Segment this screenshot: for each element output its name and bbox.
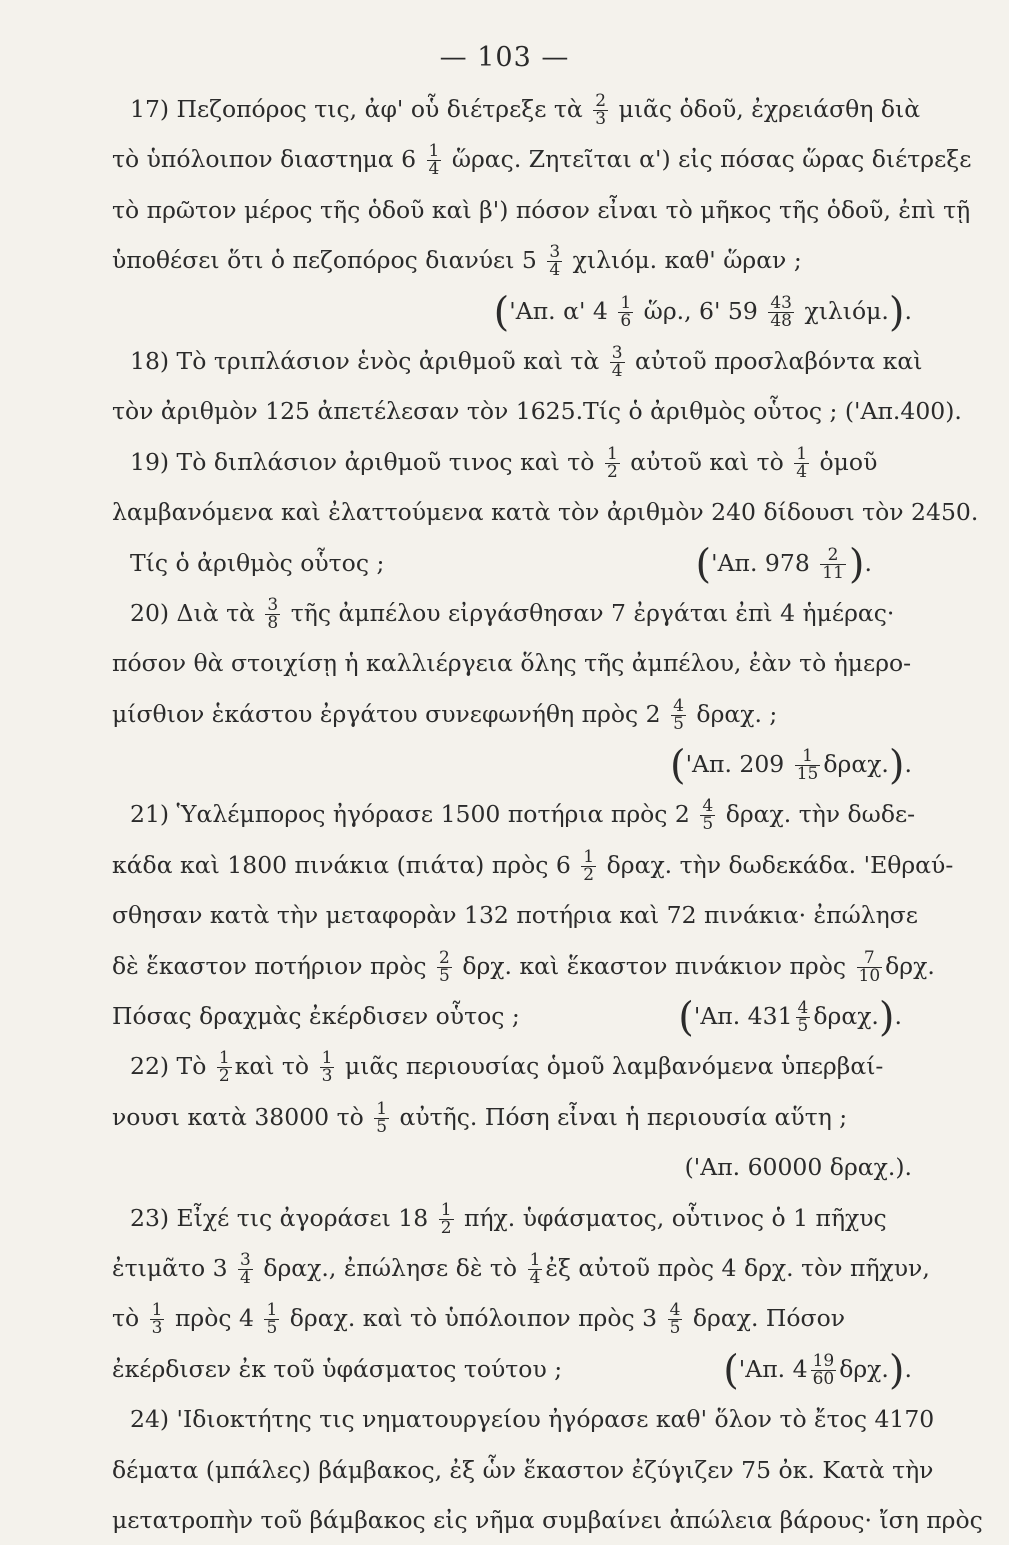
fraction: $\frac{19}{60}$ [812, 1350, 835, 1389]
fraction: $\frac{2}{5}$ [439, 947, 450, 986]
problem-17-line-2: τὸ ὑπόλοιπον διαστημα 6 $\frac{1}{4}$ ὥρας. Ζητεῖται α') εἰς πόσας ὥρας διέτρεξε [112, 141, 972, 180]
fraction: $\frac{1}{2}$ [583, 846, 595, 885]
problem-17-line-4: ὑποθέσει ὅτι ὁ πεζοπόρος διανύει 5 $\frac{3}{4}$ χιλιόμ. καθ' ὥραν ; [112, 242, 802, 281]
problem-23-answer: ('Απ. 4 $\frac{19}{60}$ δρχ.). [723, 1347, 912, 1394]
problem-21-line-3: σθησαν κατὰ τὴν μεταφορὰν 132 ποτήρια καὶ 72 πινάκια· ἐπώλησε [112, 901, 918, 930]
fraction: $\frac{1}{6}$ [620, 292, 632, 331]
problem-24-line-3: μετατροπὴν τοῦ βάμβακος εἰς νῆμα συμβαίνει ἀπώλεια βάρους· ἴση πρὸς [112, 1505, 983, 1534]
problem-20-answer: ('Απ. 209 $\frac{1}{15}$ δραχ.). [669, 742, 912, 789]
fraction: $\frac{1}{5}$ [376, 1098, 388, 1137]
problem-21-line-1: 21) Ὑαλέμπορος ἠγόρασε 1500 ποτήρια πρὸς 2 $\frac{4}{5}$ δραχ. τὴν δωδε- [130, 796, 916, 835]
page-number: — 103 — [439, 42, 570, 73]
problem-24-line-2: δέματα (μπάλες) βάμβακος, ἐξ ὧν ἕκαστον ἐζύγιζεν 75 ὀκ. Κατὰ τὴν [112, 1455, 934, 1484]
problem-23-line-3: τὸ $\frac{1}{3}$ πρὸς 4 $\frac{1}{5}$ δραχ. καὶ τὸ ὑπόλοιπον πρὸς 3 $\frac{4}{5}$ δραχ. Πόσον [112, 1300, 846, 1339]
problem-24-line-1: 24) 'Ιδιοκτήτης τις νηματουργείου ἠγόρασε καθ' ὅλον τὸ ἔτος 4170 [130, 1405, 935, 1434]
problem-18-line-1: 18) Τὸ τριπλάσιον ἑνὸς ἀριθμοῦ καὶ τὰ $\frac{3}{4}$ αὐτοῦ προσλαβόντα καὶ [130, 342, 923, 381]
fraction: $\frac{2}{3}$ [595, 91, 607, 129]
problem-21-line-2: κάδα καὶ 1800 πινάκια (πιάτα) πρὸς 6 $\frac{1}{2}$ δραχ. τὴν δωδεκάδα. 'Εθραύ- [112, 846, 954, 885]
problem-17-line-1: 17) Πεζοπόρος τις, ἀφ' οὗ διέτρεξε τὰ $\frac{2}{3}$ μιᾶς ὁδοῦ, ἐχρειάσθη διὰ [130, 91, 921, 129]
fraction: $\frac{1}{3}$ [321, 1048, 333, 1087]
problem-19-line-2: λαμβανόμενα καὶ ἐλαττούμενα κατὰ τὸν ἀριθμὸν 240 δίδουσι τὸν 2450. [112, 498, 979, 527]
problem-19-answer: ('Απ. 978 $\frac{2}{11}$ ). [695, 541, 872, 588]
problem-17-line-3: τὸ πρῶτον μέρος τῆς ὁδοῦ καὶ β') πόσον εἶναι τὸ μῆκος τῆς ὁδοῦ, ἐπὶ τῇ [112, 195, 971, 224]
fraction: $\frac{4}{5}$ [797, 998, 809, 1037]
problem-22-answer: ('Απ. 60000 δραχ.). [684, 1153, 912, 1182]
fraction: $\frac{1}{2}$ [440, 1199, 452, 1238]
problem-20-line-2: πόσον θὰ στοιχίσῃ ἡ καλλιέργεια ὅλης τῆς ἀμπέλου, ἐὰν τὸ ἡμερο- [112, 649, 912, 678]
fraction: $\frac{1}{4}$ [529, 1249, 541, 1288]
fraction: $\frac{1}{5}$ [266, 1300, 278, 1339]
problem-20-line-3: μίσθιον ἑκάστου ἐργάτου συνεφωνήθη πρὸς 2 $\frac{4}{5}$ δραχ. ; [112, 695, 778, 734]
problem-21-line-5: Πόσας δραχμὰς ἐκέρδισεν οὗτος ; ('Απ. 431 $\frac{4}{5}$ δραχ.). [112, 991, 912, 1041]
page-body [112, 84, 983, 1545]
fraction: $\frac{1}{4}$ [796, 443, 808, 482]
fraction: $\frac{1}{2}$ [218, 1048, 230, 1087]
problem-19-line-1: 19) Τὸ διπλάσιον ἀριθμοῦ τινος καὶ τὸ $\frac{1}{2}$ αὐτοῦ καὶ τὸ $\frac{1}{4}$ ὁμοῦ [130, 443, 878, 482]
fraction: $\frac{7}{10}$ [858, 947, 881, 986]
fraction: $\frac{2}{11}$ [822, 544, 844, 583]
fraction: $\frac{1}{2}$ [606, 443, 618, 482]
problem-22-line-2: νουσι κατὰ 38000 τὸ $\frac{1}{5}$ αὐτῆς. Πόση εἶναι ἡ περιουσία αὕτη ; [112, 1098, 848, 1137]
problem-17-answer: ('Απ. α' 4 $\frac{1}{6}$ ὥρ., 6' 59 $\frac{43}{48}$ χιλιόμ.). [493, 289, 912, 336]
problem-18-line-2: τὸν ἀριθμὸν 125 ἀπετέλεσαν τὸν 1625.Τίς ὁ ἀριθμὸς οὗτος ; ('Απ.400). [112, 397, 962, 426]
problem-23-line-1: 23) Εἶχέ τις ἀγοράσει 18 $\frac{1}{2}$ πήχ. ὑφάσματος, οὗτινος ὁ 1 πῆχυς [130, 1199, 887, 1238]
problem-21-line-4: δὲ ἕκαστον ποτήριον πρὸς $\frac{2}{5}$ δρχ. καὶ ἕκαστον πινάκιον πρὸς $\frac{7}{10}$ δρχ. [112, 947, 935, 986]
fraction: $\frac{43}{48}$ [770, 292, 792, 331]
fraction: $\frac{4}{5}$ [673, 695, 684, 734]
fraction: $\frac{1}{4}$ [428, 141, 440, 180]
problem-19-line-3: Τίς ὁ ἀριθμὸς οὗτος ; ('Απ. 978 $\frac{2}{11}$ ). [112, 538, 912, 588]
problem-22-line-1: 22) Τὸ $\frac{1}{2}$ καὶ τὸ $\frac{1}{3}$ μιᾶς περιουσίας ὁμοῦ λαμβανόμενα ὑπερβαί- [130, 1048, 884, 1087]
fraction: $\frac{1}{3}$ [151, 1300, 163, 1339]
fraction: $\frac{3}{4}$ [611, 342, 623, 381]
fraction: $\frac{4}{5}$ [702, 796, 714, 835]
problem-23-line-4: ἐκέρδισεν ἐκ τοῦ ὑφάσματος τούτου ; ('Απ. 4 $\frac{19}{60}$ δρχ.). [112, 1344, 912, 1394]
fraction: $\frac{3}{4}$ [549, 242, 561, 281]
fraction: $\frac{1}{15}$ [796, 746, 819, 785]
problem-20-line-1: 20) Διὰ τὰ $\frac{3}{8}$ τῆς ἀμπέλου εἰργάσθησαν 7 ἐργάται ἐπὶ 4 ἡμέρας· [130, 594, 895, 633]
fraction: $\frac{3}{8}$ [267, 594, 279, 633]
fraction: $\frac{4}{5}$ [669, 1300, 681, 1339]
problem-21-answer: ('Απ. 431 $\frac{4}{5}$ δραχ.). [678, 994, 902, 1041]
problem-23-line-2: ἐτιμᾶτο 3 $\frac{3}{4}$ δραχ., ἐπώλησε δὲ τὸ $\frac{1}{4}$ ἐξ αὐτοῦ πρὸς 4 δρχ. τὸν πῆχυν, [112, 1249, 930, 1288]
fraction: $\frac{3}{4}$ [240, 1249, 251, 1288]
